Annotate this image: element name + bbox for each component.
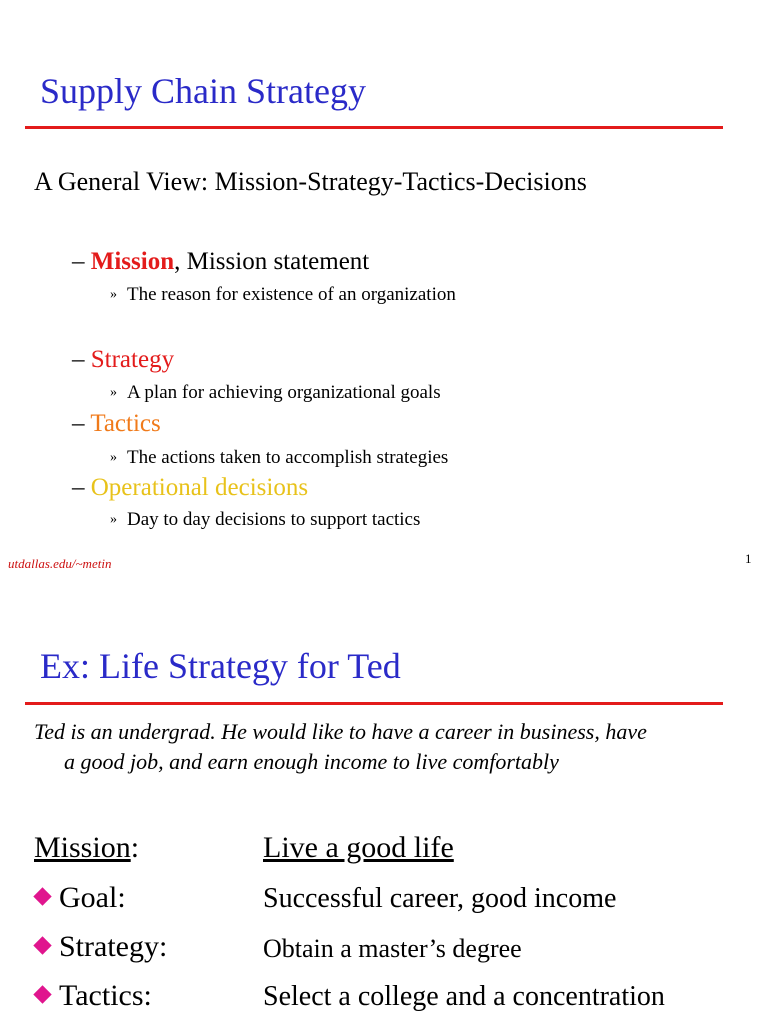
slide2-title-rule bbox=[25, 702, 723, 705]
dash-glyph: – bbox=[72, 346, 85, 373]
strategy-item bbox=[72, 346, 174, 374]
mission-term-rest: , Mission statement bbox=[174, 248, 370, 275]
dash-glyph: – bbox=[72, 410, 85, 437]
mission-detail bbox=[110, 284, 456, 306]
raquo-glyph: » bbox=[110, 287, 117, 302]
slide2-title: Ex: Life Strategy for Ted bbox=[40, 646, 401, 686]
slide1-title: Supply Chain Strategy bbox=[40, 71, 366, 111]
page-number: 1 bbox=[745, 551, 752, 566]
tactics-row-label bbox=[36, 979, 152, 1013]
strategy-value: Obtain a master’s degree bbox=[263, 934, 522, 963]
operational-decisions-term: Operational decisions bbox=[90, 474, 309, 501]
diamond-bullet-icon bbox=[33, 985, 51, 1003]
strategy-row-label bbox=[36, 930, 167, 964]
strategy-detail-text: A plan for achieving organizational goals bbox=[127, 382, 441, 403]
dash-glyph: – bbox=[72, 474, 85, 501]
mission-row-label bbox=[34, 831, 139, 865]
strategy-label: Strategy: bbox=[59, 930, 168, 963]
slide1-title-rule bbox=[25, 126, 723, 129]
goal-row-label bbox=[36, 881, 126, 915]
tactics-term: Tactics bbox=[90, 410, 161, 437]
dash-glyph: – bbox=[72, 248, 85, 275]
goal-value: Successful career, good income bbox=[263, 883, 617, 914]
raquo-glyph: » bbox=[110, 512, 117, 527]
mission-term: Mission bbox=[90, 248, 175, 275]
mission-value: Live a good life bbox=[263, 831, 454, 864]
intro-line-1: Ted is an undergrad. He would like to have a career in business, have bbox=[34, 719, 647, 744]
tactics-value: Select a college and a concentration bbox=[263, 981, 665, 1012]
tactics-label: Tactics: bbox=[59, 979, 152, 1012]
operational-decisions-item bbox=[72, 474, 308, 502]
operational-decisions-detail bbox=[110, 509, 420, 531]
slide1-subtitle: A General View: Mission-Strategy-Tactics-Decisions bbox=[34, 167, 587, 196]
diamond-bullet-icon bbox=[33, 887, 51, 905]
intro-line-2: a good job, and earn enough income to live comfortably bbox=[64, 749, 559, 774]
strategy-term: Strategy bbox=[90, 346, 175, 373]
tactics-detail bbox=[110, 447, 448, 469]
diamond-bullet-icon bbox=[33, 936, 51, 954]
goal-label: Goal: bbox=[59, 881, 126, 914]
tactics-item bbox=[72, 410, 161, 438]
footer-url: utdallas.edu/~metin bbox=[8, 556, 112, 571]
raquo-glyph: » bbox=[110, 385, 117, 400]
mission-item bbox=[72, 248, 369, 276]
strategy-detail bbox=[110, 382, 441, 404]
operational-decisions-detail-text: Day to day decisions to support tactics bbox=[127, 509, 421, 530]
mission-colon: : bbox=[130, 831, 140, 864]
tactics-detail-text: The actions taken to accomplish strategies bbox=[127, 447, 449, 468]
raquo-glyph: » bbox=[110, 450, 117, 465]
mission-detail-text: The reason for existence of an organization bbox=[127, 284, 456, 305]
mission-label: Mission bbox=[34, 831, 131, 864]
